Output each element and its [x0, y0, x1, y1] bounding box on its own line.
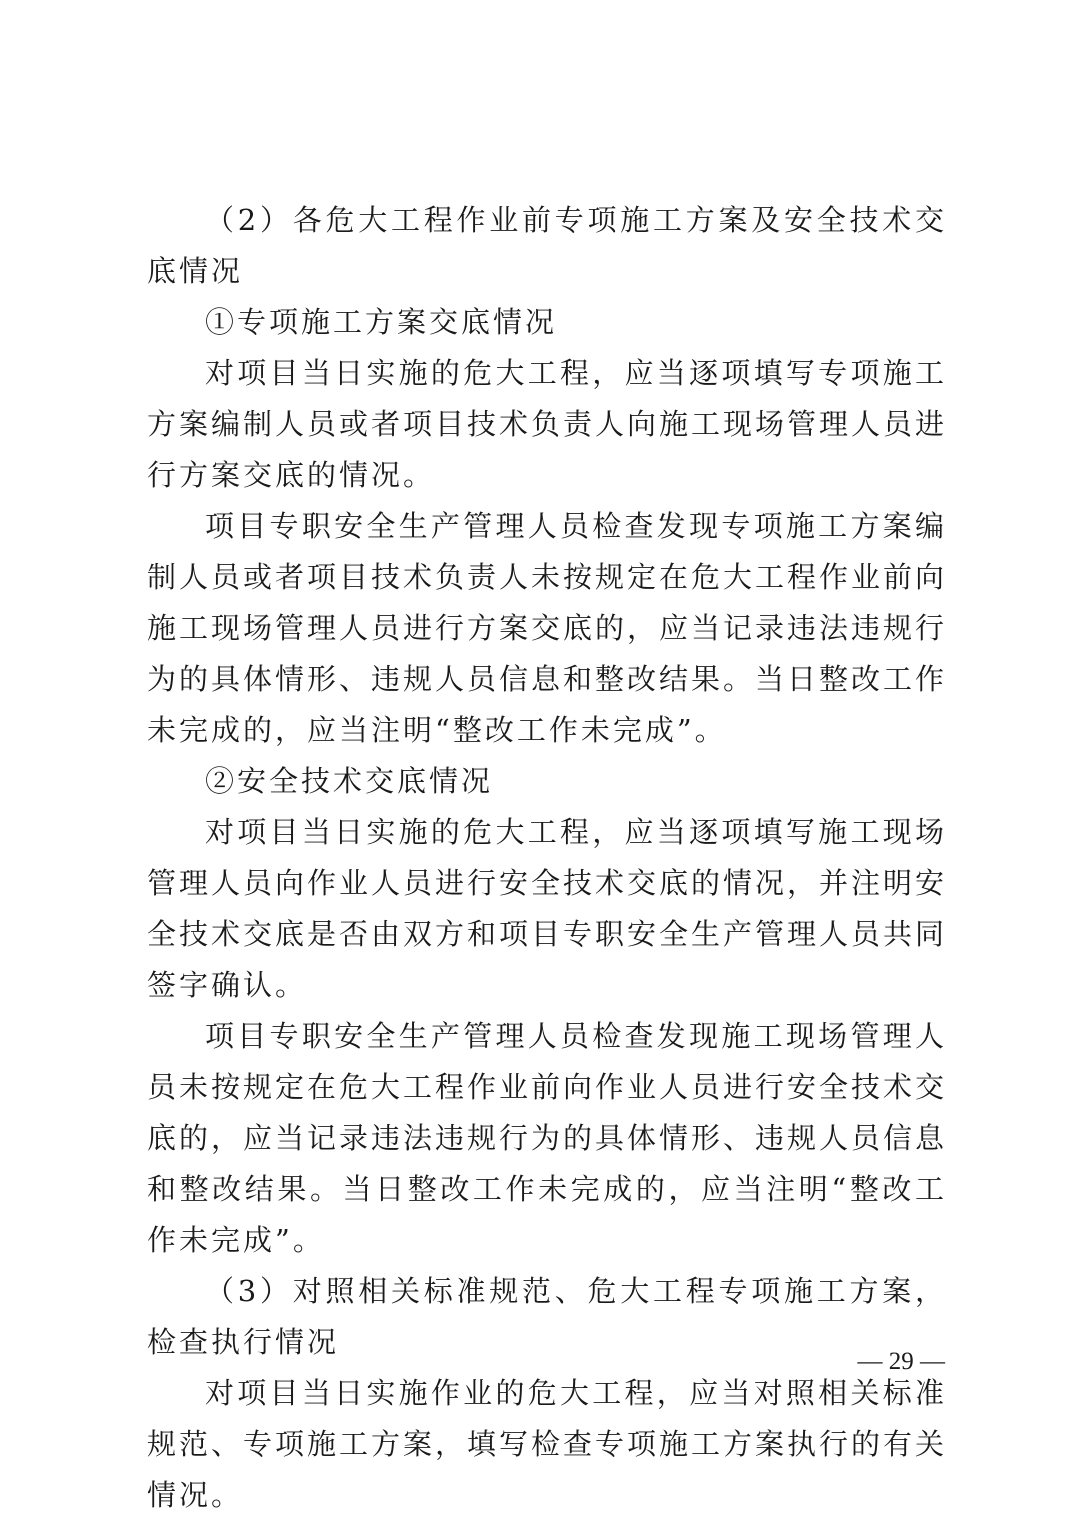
- page-number: — 29 —: [857, 1348, 945, 1375]
- subheading-plan-briefing: ①专项施工方案交底情况: [205, 305, 558, 339]
- document-body: [147, 195, 947, 1521]
- paragraph-safety-briefing-fill: 对项目当日实施的危大工程，应当逐项填写施工现场管理人员向作业人员进行安全技术交底的情况，并注明安全技术交底是否由双方和项目专职安全生产管理人员共同签字确认。: [147, 815, 948, 1002]
- paragraph-execution-check: 对项目当日实施作业的危大工程，应当对照相关标准规范、专项施工方案，填写检查专项施工方案执行的有关情况。: [147, 1376, 948, 1512]
- paragraph-plan-briefing-violation: 项目专职安全生产管理人员检查发现专项施工方案编制人员或者项目技术负责人未按规定在危大工程作业前向施工现场管理人员进行方案交底的，应当记录违法违规行为的具体情形、违规人员信息和整改结果。当日整改工作未完成的，应当注明“整改工作未完成”。: [147, 509, 948, 747]
- subheading-safety-briefing: ②安全技术交底情况: [205, 764, 494, 798]
- section-heading-3: （3）对照相关标准规范、危大工程专项施工方案，检查执行情况: [147, 1274, 947, 1359]
- paragraph-plan-briefing-fill: 对项目当日实施的危大工程，应当逐项填写专项施工方案编制人员或者项目技术负责人向施工现场管理人员进行方案交底的情况。: [147, 356, 948, 492]
- paragraph-safety-briefing-violation: 项目专职安全生产管理人员检查发现施工现场管理人员未按规定在危大工程作业前向作业人员进行安全技术交底的，应当记录违法违规行为的具体情形、违规人员信息和整改结果。当日整改工作未完成的，应当注明“整改工作未完成”。: [147, 1019, 948, 1257]
- section-heading-2: （2）各危大工程作业前专项施工方案及安全技术交底情况: [147, 203, 947, 288]
